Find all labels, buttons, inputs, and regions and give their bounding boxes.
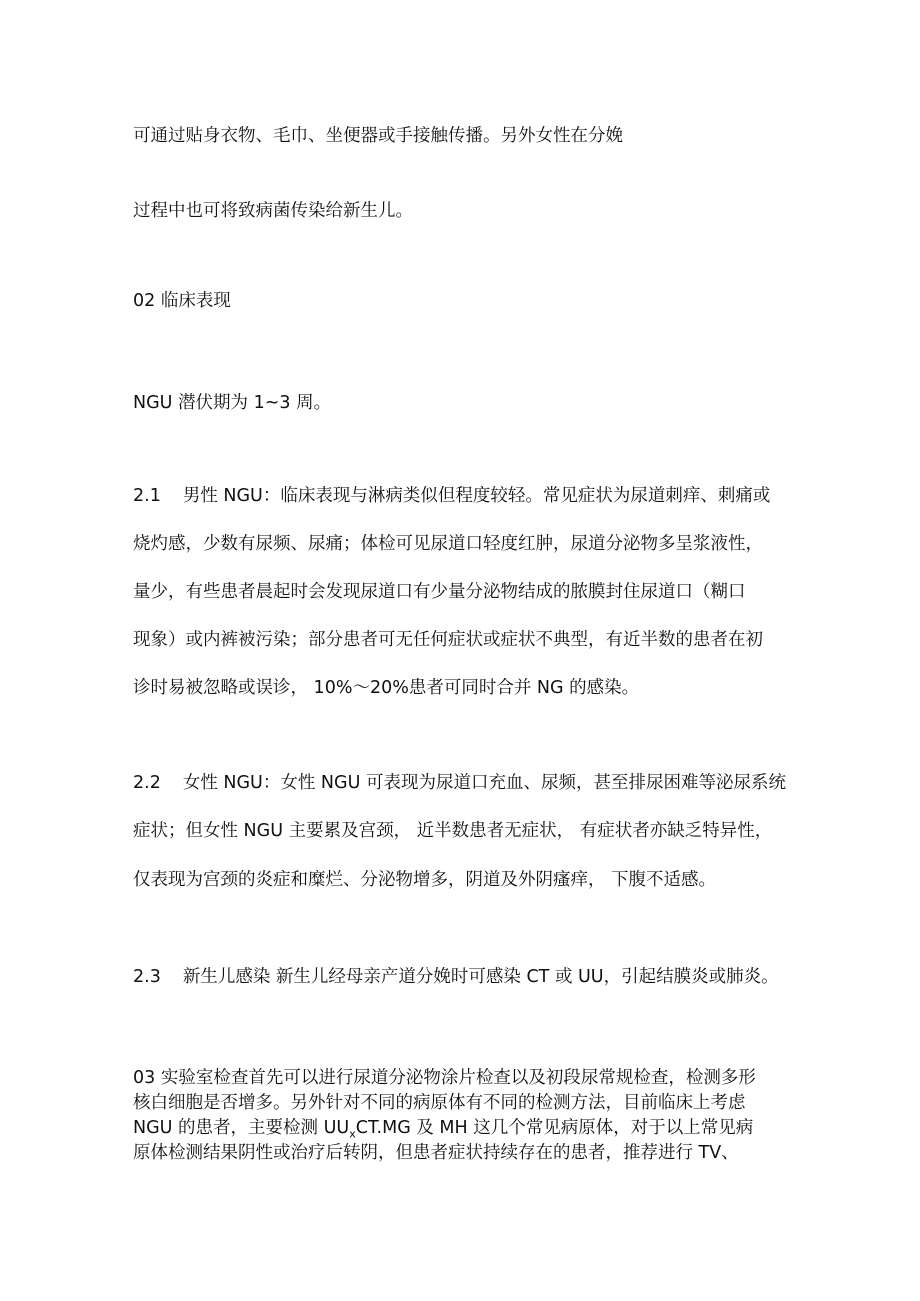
male-ngu-line-5: 诊时易被忽略或误诊， 10%～20%患者可同时合并 NG 的感染。	[133, 678, 640, 698]
lab-line-3-end: CT.MG 及 MH 这几个常见病原体，对于以上常见病	[355, 1118, 754, 1138]
section-number-2-3: 2.3	[133, 967, 161, 987]
female-ngu-line-3: 仅表现为宫颈的炎症和糜烂、分泌物增多，阴道及外阴瘙痒， 下腹不适感。	[133, 870, 717, 890]
lab-line-2: 核白细胞是否增多。另外针对不同的病原体有不同的检测方法，目前临床上考虑	[133, 1093, 746, 1113]
male-ngu-text-1: 男性 NGU：临床表现与淋病类似但程度较轻。常见症状为尿道刺痒、刺痛或	[182, 486, 771, 506]
newborn-line	[133, 966, 779, 988]
male-ngu-line-3: 量少，有些患者晨起时会发现尿道口有少量分泌物结成的脓膜封住尿道口（糊口	[133, 582, 746, 602]
newborn-text: 新生儿感染 新生儿经母亲产道分娩时可感染 CT 或 UU，引起结膜炎或肺炎。	[182, 967, 779, 987]
male-ngu-line-4: 现象）或内裤被污染；部分患者可无任何症状或症状不典型，有近半数的患者在初	[133, 630, 763, 650]
paragraph-line-2: 过程中也可将致病菌传染给新生儿。	[133, 201, 413, 221]
male-ngu-line-1	[133, 485, 770, 507]
male-ngu-line-2: 烧灼感，少数有尿频、尿痛；体检可见尿道口轻度红肿，尿道分泌物多呈浆液性，	[133, 534, 763, 554]
incubation-line: NGU 潜伏期为 1~3 周。	[133, 393, 332, 413]
section-heading-clinical: 02 临床表现	[133, 291, 231, 311]
paragraph-line-1: 可通过贴身衣物、毛巾、坐便器或手接触传播。另外女性在分娩	[133, 126, 623, 146]
female-ngu-line-2: 症状；但女性 NGU 主要累及宫颈， 近半数患者无症状， 有症状者亦缺乏特异性，	[133, 821, 773, 841]
female-ngu-text-1: 女性 NGU：女性 NGU 可表现为尿道口充血、尿频，甚至排尿困难等泌尿系统	[182, 773, 786, 793]
lab-line-1: 03 实验室检查首先可以进行尿道分泌物涂片检查以及初段尿常规检查，检测多形	[133, 1068, 756, 1088]
lab-line-4: 原体检测结果阴性或治疗后转阴，但患者症状持续存在的患者，推荐进行 TV、	[133, 1143, 739, 1163]
female-ngu-line-1	[133, 772, 786, 794]
section-number-2-1: 2.1	[133, 486, 161, 506]
section-number-2-2: 2.2	[133, 773, 161, 793]
subscript-x: x	[349, 1127, 356, 1141]
lab-line-3-start: NGU 的患者，主要检测 UU	[133, 1118, 350, 1138]
